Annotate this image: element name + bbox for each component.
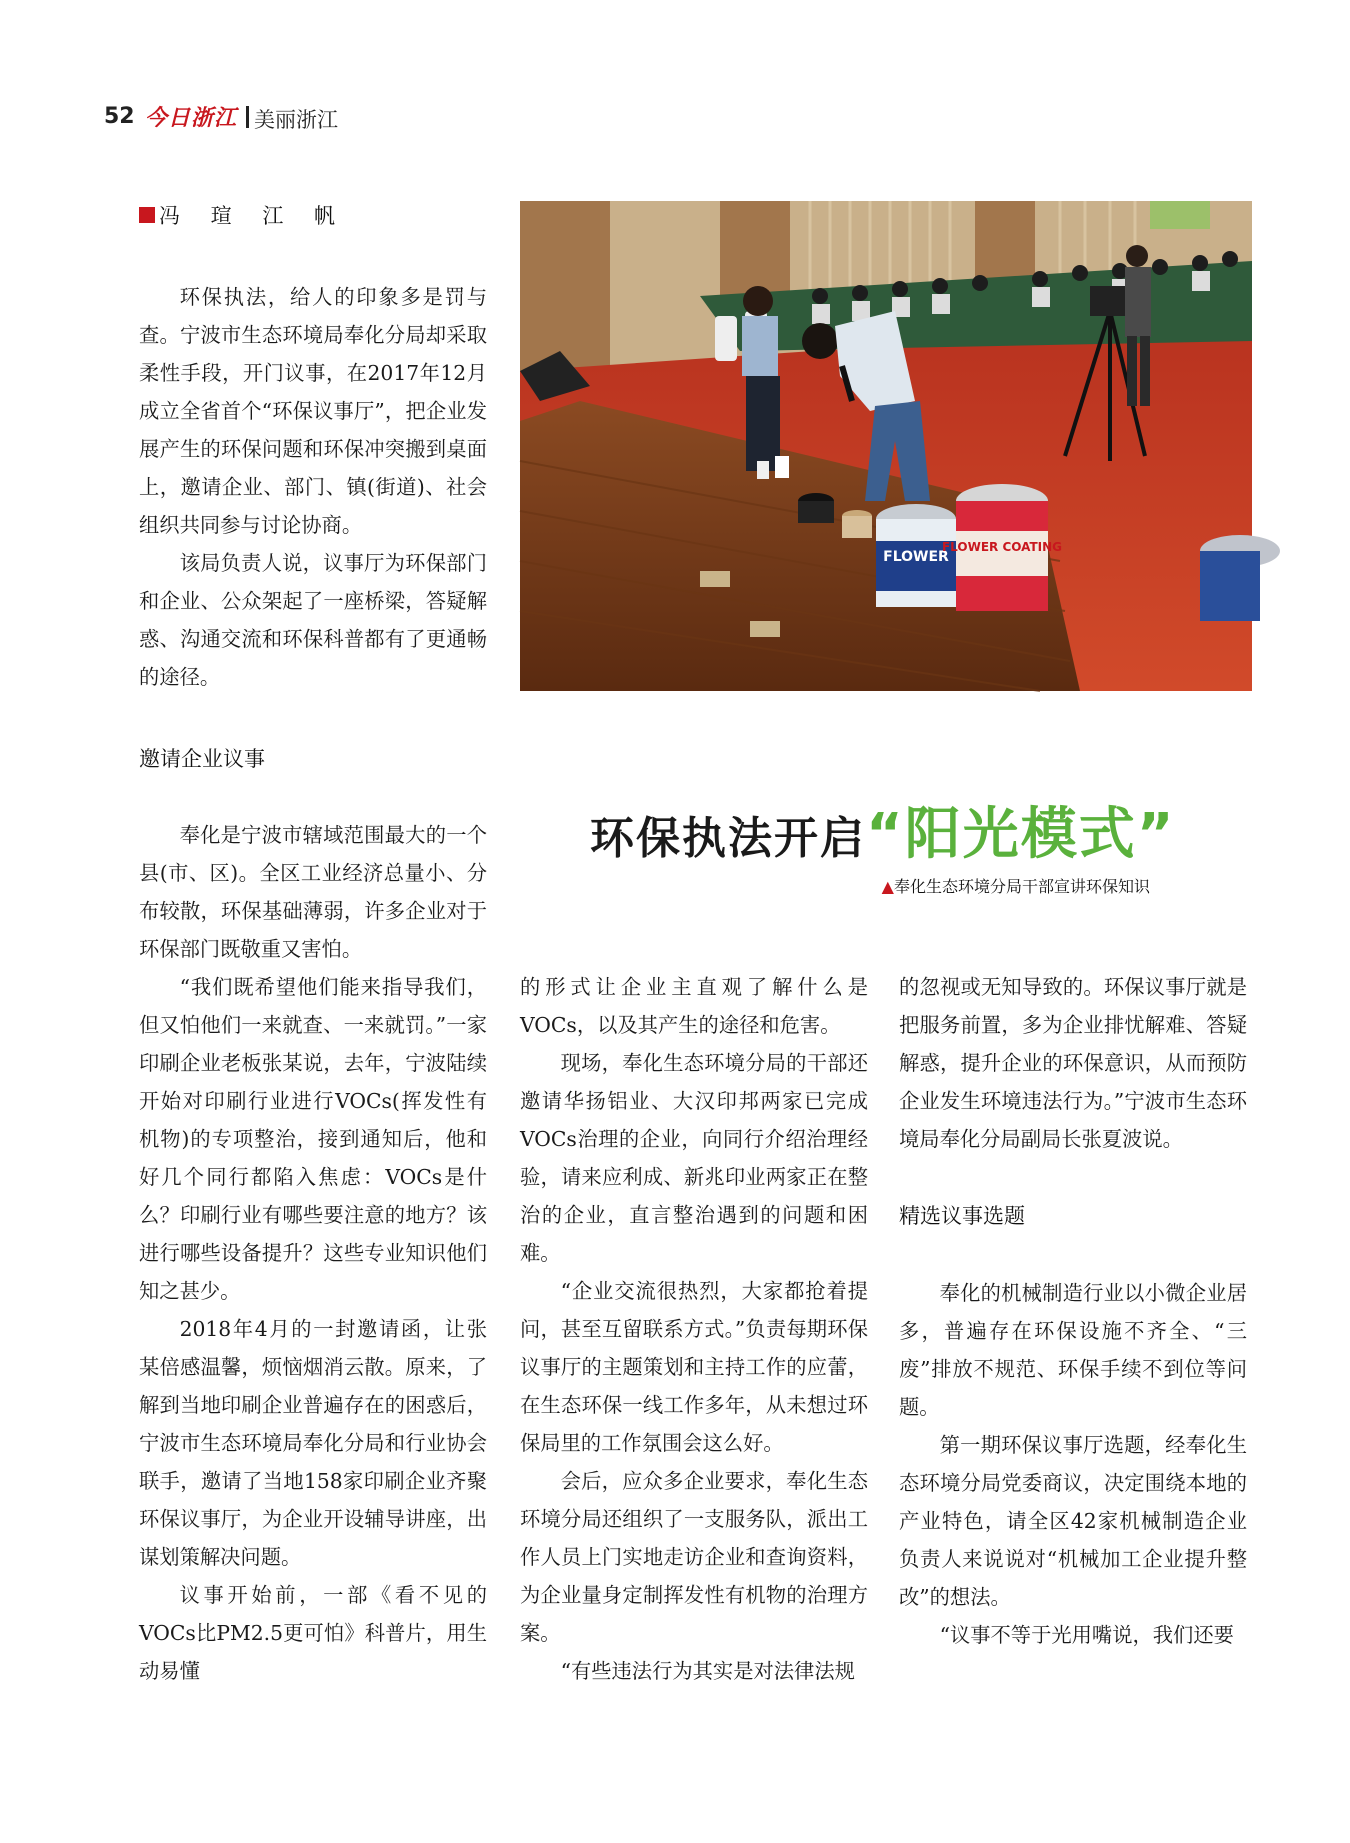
paragraph: 环保执法，给人的印象多是罚与查。宁波市生态环境局奉化分局却采取柔性手段，开门议事，在2017年12月成立全省首个“环保议事厅”，把企业发展产生的环保问题和环保冲突搬到桌面上，邀请企业、部门、镇(街道)、社会组织共同参与讨论协商。: [139, 285, 487, 537]
paragraph: 议事开始前，一部《看不见的VOCs比PM2.5更可怕》科普片，用生动易懂: [139, 1583, 487, 1683]
paragraph: 奉化的机械制造行业以小微企业居多，普遍存在环保设施不齐全、“三废”排放不规范、环保手续不到位等问题。: [899, 1281, 1247, 1419]
column-1-intro: [139, 278, 487, 696]
paragraph: 第一期环保议事厅选题，经奉化生态环境分局党委商议，决定围绕本地的产业特色，请全区42家机械制造企业负责人来说说对“机械加工企业提升整改”的想法。: [899, 1433, 1247, 1609]
paragraph: “有些违法行为其实是对法律法规: [560, 1659, 855, 1683]
caption-text: 奉化生态环境分局干部宣讲环保知识: [893, 877, 1150, 896]
byline: [139, 200, 347, 230]
paragraph: 该局负责人说，议事厅为环保部门和企业、公众架起了一座桥梁，答疑解惑、沟通交流和环保科普都有了更通畅的途径。: [139, 551, 487, 689]
column-3-top: [899, 968, 1247, 1158]
title-prefix: 环保执法开启: [590, 813, 866, 864]
paragraph: 会后，应众多企业要求，奉化生态环境分局还组织了一支服务队，派出工作人员上门实地走访企业和查询资料，为企业量身定制挥发性有机物的治理方案。: [520, 1469, 868, 1645]
can-right-label: FLOWER COATING: [941, 540, 1063, 554]
paragraph: “企业交流很热烈，大家都抢着提问，甚至互留联系方式。”负责每期环保议事厅的主题策划和主持工作的应蕾，在生态环保一线工作多年，从未想过环保局里的工作氛围会这么好。: [520, 1279, 868, 1455]
subheading: 精选议事选题: [899, 1204, 1025, 1228]
column-1-body: [139, 816, 487, 1690]
paragraph: “议事不等于光用嘴说，我们还要: [939, 1623, 1234, 1647]
paragraph: 奉化是宁波市辖域范围最大的一个县(市、区)。全区工业经济总量小、分布较散，环保基础薄弱，许多企业对于环保部门既敬重又害怕。: [139, 823, 487, 961]
can-left-label: FLOWER: [883, 549, 949, 565]
meeting-photo-illustration: [520, 201, 1252, 691]
header-divider: [246, 106, 249, 128]
paragraph: 的形式让企业主直观了解什么是VOCs，以及其产生的途径和危害。: [520, 975, 868, 1037]
caption-triangle-icon: ▲: [881, 877, 894, 896]
column-2: [520, 968, 868, 1690]
column-3-body: [899, 1274, 1247, 1654]
byline-marker: [139, 207, 155, 223]
paragraph: “我们既希望他们能来指导我们，但又怕他们一来就查、一来就罚。”一家印刷企业老板张某说，去年，宁波陆续开始对印刷行业进行VOCs(挥发性有机物)的专项整治，接到通知后，他和好几个同行都陷入焦虑：VOCs是什么？印刷行业有哪些要注意的地方？该进行哪些设备提升？这些专业知识他们知之甚少。: [139, 975, 487, 1303]
paragraph: 的忽视或无知导致的。环保议事厅就是把服务前置，多为企业排忧解难、答疑解惑，提升企业的环保意识，从而预防企业发生环境违法行为。”宁波市生态环境局奉化分局副局长张夏波说。: [899, 975, 1247, 1151]
section-heading-select: [899, 1197, 1025, 1235]
byline-authors: 冯 瑄 江 帆: [159, 204, 348, 228]
magazine-logo: 今日浙江: [145, 106, 238, 131]
photo-caption: [876, 872, 1154, 897]
paragraph: 2018年4月的一封邀请函，让张某倍感温馨，烦恼烟消云散。原来，了解到当地印刷企业普遍存在的困惑后，宁波市生态环境局奉化分局和行业协会联手，邀请了当地158家印刷企业齐聚环保议事厅，为企业开设辅导讲座，出谋划策解决问题。: [139, 1317, 487, 1569]
section-heading-invite: [139, 740, 265, 778]
paragraph: 现场，奉化生态环境分局的干部还邀请华扬铝业、大汉印邦两家已完成VOCs治理的企业，向同行介绍治理经验，请来应利成、新兆印业两家正在整治的企业，直言整治遇到的问题和困难。: [520, 1051, 868, 1265]
subheading: 邀请企业议事: [139, 747, 265, 771]
title-highlight: “阳光模式”: [866, 802, 1176, 867]
article-title: [590, 790, 1176, 870]
section-name: 美丽浙江: [254, 108, 338, 132]
page-number: 52: [104, 104, 135, 129]
